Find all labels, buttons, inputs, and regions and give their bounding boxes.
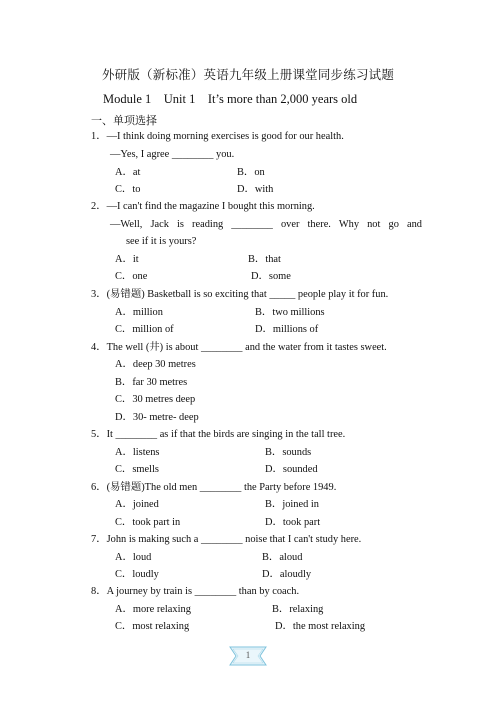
option-c: C．million of (115, 324, 174, 335)
option-b: B．aloud (262, 552, 303, 563)
document-title: 外研版（新标准）英语九年级上册课堂同步练习试题 (101, 68, 395, 82)
option-a: A．joined (115, 499, 159, 510)
option-c: C．took part in (115, 517, 181, 528)
question-stem: 7．John is making such a ________ noise that I can't study here. (91, 534, 362, 545)
option-d: D．the most relaxing (275, 621, 366, 632)
question-stem: see if it is yours? (126, 236, 197, 247)
option-c: C．loudly (115, 569, 159, 580)
option-a: A．deep 30 metres (115, 359, 196, 370)
option-b: B．sounds (265, 447, 312, 458)
page-number: 1 (245, 650, 251, 660)
question-stem: 4．The well (井) is about ________ and the water from it tastes sweet. (91, 342, 387, 353)
option-d: D．with (237, 184, 274, 195)
question-stem: 5．It ________ as if that the birds are singing in the tall tree. (91, 429, 346, 440)
option-d: D．sounded (265, 464, 318, 475)
option-c: C．one (115, 271, 148, 282)
question-stem: 8．A journey by train is ________ than by coach. (91, 586, 300, 597)
question-stem: 2．—I can't find the magazine I bought this morning. (91, 201, 315, 212)
section-heading: 一、单项选择 (91, 115, 157, 127)
option-a: A．listens (115, 447, 160, 458)
option-d: D．aloudly (262, 569, 312, 580)
question-stem: —Well, Jack is reading ________ over there. Why not go and (110, 219, 422, 230)
option-b: B．relaxing (272, 604, 324, 615)
option-c: C．smells (115, 464, 159, 475)
option-c: C．most relaxing (115, 621, 190, 632)
question-stem: 1．—I think doing morning exercises is good for our health. (91, 131, 344, 142)
question-stem: 3．(易错题) Basketball is so exciting that _____ people play it for fun. (91, 289, 389, 300)
option-b: B．joined in (265, 499, 319, 510)
question-stem: —Yes, I agree ________ you. (110, 149, 235, 160)
option-b: B．that (248, 254, 281, 265)
option-a: A．it (115, 254, 139, 265)
option-b: B．on (237, 167, 265, 178)
option-a: A．million (115, 307, 163, 318)
option-d: D．millions of (255, 324, 319, 335)
option-d: D．took part (265, 517, 321, 528)
option-a: A．at (115, 167, 141, 178)
option-b: B．two millions (255, 307, 325, 318)
option-d: D．some (251, 271, 291, 282)
option-b: B．far 30 metres (115, 377, 188, 388)
option-a: A．more relaxing (115, 604, 191, 615)
question-stem: 6．(易错题)The old men ________ the Party before 1949. (91, 482, 337, 493)
option-a: A．loud (115, 552, 152, 563)
option-d: D．30- metre- deep (115, 412, 199, 423)
option-c: C．to (115, 184, 141, 195)
option-c: C．30 metres deep (115, 394, 196, 405)
unit-subtitle: Module 1 Unit 1 It’s more than 2,000 years old (103, 92, 358, 106)
